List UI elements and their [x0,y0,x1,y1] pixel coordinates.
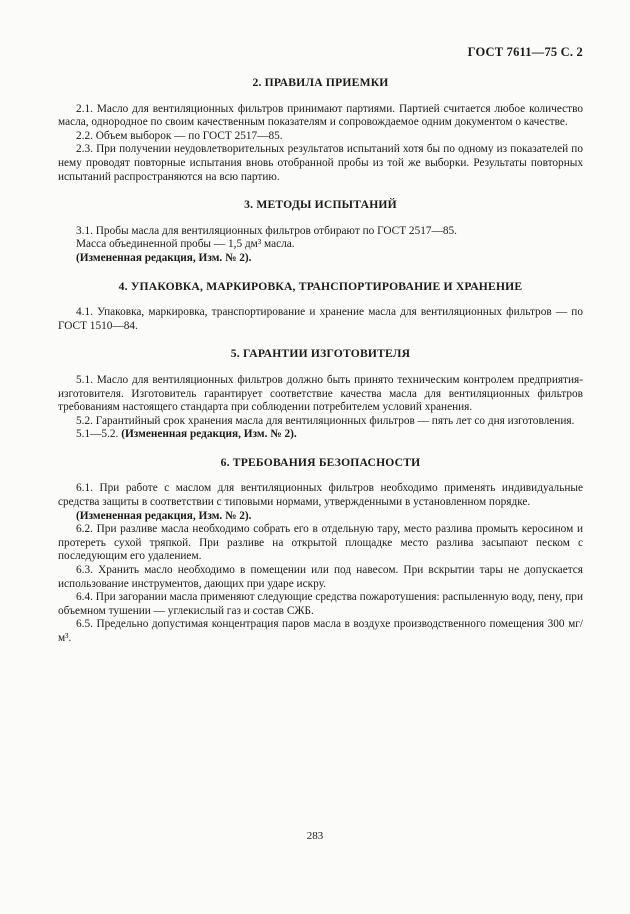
amendment-note: (Измененная редакция, Изм. № 2). [76,509,252,522]
paragraph: 3.1. Пробы масла для вентиляционных фильтров отбирают по ГОСТ 2517—85. [76,224,457,237]
paragraph: 6.1. При работе с маслом для вентиляционных фильтров необходимо применять индивидуальные средства защиты в соответствии с типовыми нормами, утвержденными в установленном порядке. [58,482,583,509]
page-header: ГОСТ 7611—75 С. 2 [467,45,583,59]
paragraph: 6.4. При загорании масла применяют следующие средства пожаротушения: распыленную воду, пену, при объемном тушении — углекислый газ и состав СЖБ. [58,591,583,617]
clause-reference: 5.1—5.2. [76,428,119,441]
page-number: 283 [306,830,324,842]
paragraph [58,428,583,442]
paragraph: 2.1. Масло для вентиляционных фильтров принимают партиями. Партией считается любое количество масла, однородное по своим качественным показателям и сопровождаемое одним документом о качестве. [58,102,583,129]
section-packaging [58,280,583,334]
paragraph: 6.2. При разливе масла необходимо собрать его в отдельную тару, место разлива промыть керосином и протереть сухой тряпкой. При разливе на открытой площадке место разлива засыпают песком с последующим его удалением. [58,523,583,563]
paragraph: 5.1. Масло для вентиляционных фильтров должно быть принято техническим контролем предприятия-изготовителя. Изготовитель гарантирует соответствие качества масла для вентиляционных фильтров требованиям настоящего стандарта при соблюдении потребителем условий хранения. [58,373,583,414]
section-title: 5. ГАРАНТИИ ИЗГОТОВИТЕЛЯ [230,347,411,361]
paragraph: 4.1. Упаковка, маркировка, транспортирование и хранение масла для вентиляционных фильтров — по ГОСТ 1510—84. [58,306,583,332]
section-title: 4. УПАКОВКА, МАРКИРОВКА, ТРАНСПОРТИРОВАНИЕ И ХРАНЕНИЕ [118,279,523,293]
section-title: 6. ТРЕБОВАНИЯ БЕЗОПАСНОСТИ [220,455,421,469]
paragraph: 2.2. Объем выборок — по ГОСТ 2517—85. [76,129,283,142]
section-acceptance-rules [58,76,583,184]
paragraph: 2.3. При получении неудовлетворительных результатов испытаний хотя бы по одному из показателей по нему проводят повторные испытания вновь отобранной пробы из той же выборки. Результаты повторных испытаний распространяются на всю партию. [58,143,583,183]
paragraph: Масса объединенной пробы — 1,5 дм³ масла. [76,238,295,251]
amendment-note: (Измененная редакция, Изм. № 2). [76,251,252,264]
paragraph: 6.5. Предельно допустимая концентрация паров масла в воздухе производственного помещения 300 мг/м³. [58,618,583,644]
section-title: 2. ПРАВИЛА ПРИЕМКИ [252,76,389,89]
section-safety-requirements [58,456,583,646]
section-test-methods [58,198,583,265]
section-manufacturer-warranty [58,347,583,442]
paragraph: 6.3. Хранить масло необходимо в помещении или под навесом. При вскрытии тары не допускается использование инструментов, дающих при ударе искру. [58,564,583,590]
section-title: 3. МЕТОДЫ ИСПЫТАНИЙ [244,198,397,212]
document-body [58,76,583,660]
amendment-note: (Измененная редакция, Изм. № 2). [121,428,297,441]
paragraph: 5.2. Гарантийный срок хранения масла для вентиляционных фильтров — пять лет со дня изготовления. [76,414,575,427]
